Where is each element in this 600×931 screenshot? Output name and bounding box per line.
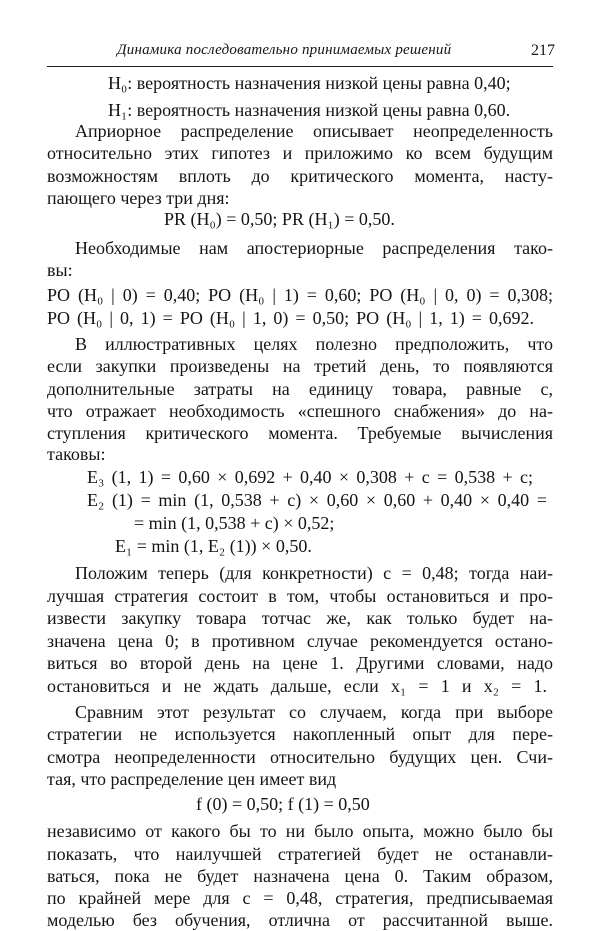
text-line: если закупки произведены на третий день, то появляются (47, 356, 553, 376)
formula-line: = min (1, 0,538 + c) × 0,52; (134, 513, 335, 533)
text-line: виться во второй день на цене 1. Другими словами, надо (47, 653, 553, 673)
text-line: вы: (47, 260, 73, 280)
formula-line: f (0) = 0,50; f (1) = 0,50 (196, 794, 370, 814)
formula-line: PR (H₀) = 0,50; PR (H₁) = 0,50. (164, 209, 395, 229)
text-line: В иллюстративных целях полезно предположить, что (75, 334, 553, 354)
text-line: лучшая стратегия состоит в том, чтобы остановиться и про- (47, 586, 553, 606)
formula-line: PO (H₀ | 0, 1) = PO (H₀ | 1, 0) = 0,50; PO (H₀ | 1, 1) = 0,692. (47, 308, 534, 328)
formula-line: PO (H₀ | 0) = 0,40; PO (H₀ | 1) = 0,60; PO (H₀ | 0, 0) = 0,308; (47, 285, 553, 305)
text-line: стратегии не используется накопленный опыт для пере- (47, 724, 553, 744)
text-line: тая, что распределение цен имеет вид (47, 769, 337, 789)
text-line: смотра неопределенности относительно будущих цен. Счи- (47, 747, 553, 767)
formula-line: E₁ = min (1, E₂ (1)) × 0,50. (115, 536, 312, 556)
text-line: H₁: вероятность назначения низкой цены равна 0,60. (108, 100, 511, 120)
text-line: Априорное распределение описывает неопределенность (75, 121, 553, 141)
text-line: Сравним этот результат со случаем, когда при выборе (75, 702, 553, 722)
running-title: Динамика последовательно принимаемых решений (117, 42, 452, 58)
text-line: независимо от какого бы то ни было опыта, можно было бы (47, 821, 553, 841)
text-line: H₀: вероятность назначения низкой цены равна 0,40; (108, 73, 511, 93)
text-line: Необходимые нам апостериорные распределения тако- (75, 238, 553, 258)
text-line: ступления критического момента. Требуемые вычисления (47, 423, 553, 443)
text-line: показать, что наилучшей стратегией будет не останавли- (47, 844, 553, 864)
text-line: значена цена 0; в противном случае рекомендуется остано- (47, 631, 553, 651)
text-line: что отражает необходимость «спешного снабжения» до на- (47, 401, 553, 421)
text-line: по крайней мере для c = 0,48, стратегия, предписываемая (47, 888, 553, 908)
text-line: таковы: (47, 444, 106, 464)
text-line: возможностям вплоть до критического момента, насту- (47, 166, 553, 186)
formula-line: E₃ (1, 1) = 0,60 × 0,692 + 0,40 × 0,308 + c = 0,538 + c; (87, 467, 533, 487)
page-number: 217 (531, 42, 555, 59)
text-line: извести закупку товара тотчас же, как только будет на- (47, 608, 553, 628)
text-line: моделью без обучения, отлична от рассчитанной выше. (47, 910, 553, 930)
text-line: Положим теперь (для конкретности) c = 0,48; тогда наи- (75, 563, 553, 583)
text-line: относительно этих гипотез и приложимо ко всем будущим (47, 143, 553, 163)
text-line: дополнительные затраты на единицу товара, равные c, (47, 379, 553, 399)
text-line: остановиться и не ждать дальше, если x₁ = 1 и x₂ = 1. (47, 676, 547, 696)
formula-line: E₂ (1) = min (1, 0,538 + c) × 0,60 × 0,60 + 0,40 × 0,40 = (87, 490, 547, 510)
header-rule (47, 66, 553, 67)
text-line: ваться, пока не будет назначена цена 0. Таким образом, (47, 866, 553, 886)
text-line: пающего через три дня: (47, 188, 230, 208)
